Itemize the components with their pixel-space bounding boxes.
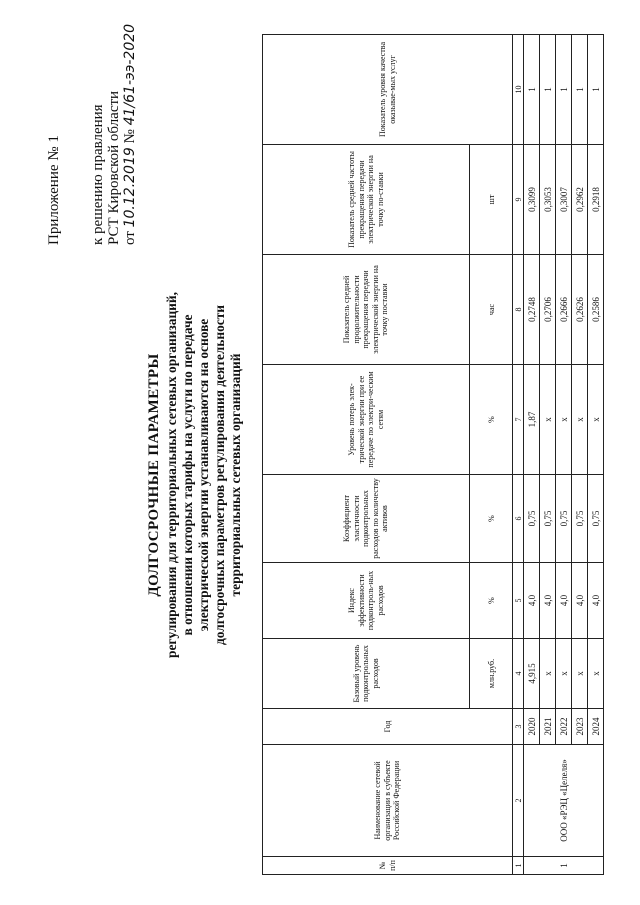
cell-quality: 1 [524, 35, 540, 145]
cell-elasticity: 0,75 [540, 475, 556, 563]
col-number: 3 [513, 709, 524, 745]
cell-index: 4,0 [524, 563, 540, 639]
col-number: 8 [513, 255, 524, 365]
unit-index: % [470, 563, 513, 639]
header-row [263, 35, 470, 875]
cell-frequency: 0,3007 [556, 145, 572, 255]
header-base: Базовый уровень подконтрольных расходов [263, 639, 470, 709]
col-number: 2 [513, 745, 524, 857]
cell-elasticity: 0,75 [572, 475, 588, 563]
cell-duration: 0,2706 [540, 255, 556, 365]
org-name: ООО «РЭЦ «Целеля» [524, 745, 604, 857]
col-number: 4 [513, 639, 524, 709]
resolution-line3 [122, 24, 138, 245]
col-number: 10 [513, 35, 524, 145]
cell-frequency: 0,3099 [524, 145, 540, 255]
title-line5: территориальных сетевых организаций [228, 353, 243, 597]
unit-duration: час [470, 255, 513, 365]
cell-base: х [588, 639, 604, 709]
cell-year: 2021 [540, 709, 556, 745]
cell-base: х [572, 639, 588, 709]
resolution-line1: к решению правления [90, 104, 106, 245]
title-line1: регулирования для территориальных сетевых организаций, [164, 292, 179, 658]
cell-index: 4,0 [556, 563, 572, 639]
document-title [146, 185, 244, 765]
cell-frequency: 0,3053 [540, 145, 556, 255]
appendix-label: Приложение № 1 [46, 135, 62, 245]
col-number: 5 [513, 563, 524, 639]
cell-losses: 1,87 [524, 365, 540, 475]
cell-quality: 1 [556, 35, 572, 145]
header-num: № п/п [263, 857, 513, 875]
cell-duration: 0,2748 [524, 255, 540, 365]
resolution-number: 41/61-ээ-2020 [122, 23, 138, 126]
org-number: 1 [524, 857, 604, 875]
parameters-table [262, 34, 604, 875]
cell-base: 4,915 [524, 639, 540, 709]
cell-base: х [556, 639, 572, 709]
cell-duration: 0,2666 [556, 255, 572, 365]
title-line2: в отношении которых тарифы на услуги по передаче [180, 314, 195, 636]
cell-quality: 1 [588, 35, 604, 145]
title-main: ДОЛГОСРОЧНЫЕ ПАРАМЕТРЫ [146, 353, 162, 597]
resolution-prefix: от [122, 227, 138, 245]
header-name: Наименование сетевой организации в субъекте Российской Федерации [263, 745, 513, 857]
unit-elasticity: % [470, 475, 513, 563]
cell-losses: х [572, 365, 588, 475]
cell-year: 2023 [572, 709, 588, 745]
header-duration: Показатель средней продолжительности прекращения передачи электрической энергии на точку поставки [263, 255, 470, 365]
cell-frequency: 0,2962 [572, 145, 588, 255]
cell-elasticity: 0,75 [524, 475, 540, 563]
header-elasticity: Коэффициент эластичности подконтрольных расходов по количеству активов [263, 475, 470, 563]
resolution-date: 10.12.2019 [122, 147, 138, 228]
cell-frequency: 0,2918 [588, 145, 604, 255]
cell-duration: 0,2586 [588, 255, 604, 365]
header-quality: Показатель уровня качества оказывае-мых услуг [263, 35, 513, 145]
title-line3: электрической энергии устанавливаются на основе [196, 318, 211, 632]
cell-losses: х [588, 365, 604, 475]
resolution-block [90, 24, 138, 245]
unit-base: млн.руб. [470, 639, 513, 709]
col-number: 9 [513, 145, 524, 255]
cell-losses: х [556, 365, 572, 475]
header-index: Индекс эффективности подконтроль-ных расходов [263, 563, 470, 639]
cell-losses: х [540, 365, 556, 475]
cell-base: х [540, 639, 556, 709]
col-number: 6 [513, 475, 524, 563]
cell-elasticity: 0,75 [588, 475, 604, 563]
cell-year: 2022 [556, 709, 572, 745]
cell-duration: 0,2626 [572, 255, 588, 365]
col-number: 7 [513, 365, 524, 475]
unit-losses: % [470, 365, 513, 475]
title-line4: долгосрочных параметров регулирования деятельности [212, 304, 227, 646]
cell-index: 4,0 [588, 563, 604, 639]
cell-quality: 1 [540, 35, 556, 145]
cell-quality: 1 [572, 35, 588, 145]
unit-frequency: шт [470, 145, 513, 255]
cell-index: 4,0 [572, 563, 588, 639]
col-number: 1 [513, 857, 524, 875]
cell-year: 2024 [588, 709, 604, 745]
cell-elasticity: 0,75 [556, 475, 572, 563]
resolution-line2: РСТ Кировской области [106, 90, 122, 245]
header-year: Год [263, 709, 513, 745]
table-row [524, 35, 540, 875]
column-numbers-row [513, 35, 524, 875]
header-losses: Уровень потерь элек-трической энергии при ее передаче по электри-ческим сетям [263, 365, 470, 475]
resolution-mid: № [122, 125, 138, 148]
header-frequency: Показатель средней частоты прекращения передачи электрической энергии на точку по-ставки [263, 145, 470, 255]
cell-year: 2020 [524, 709, 540, 745]
cell-index: 4,0 [540, 563, 556, 639]
